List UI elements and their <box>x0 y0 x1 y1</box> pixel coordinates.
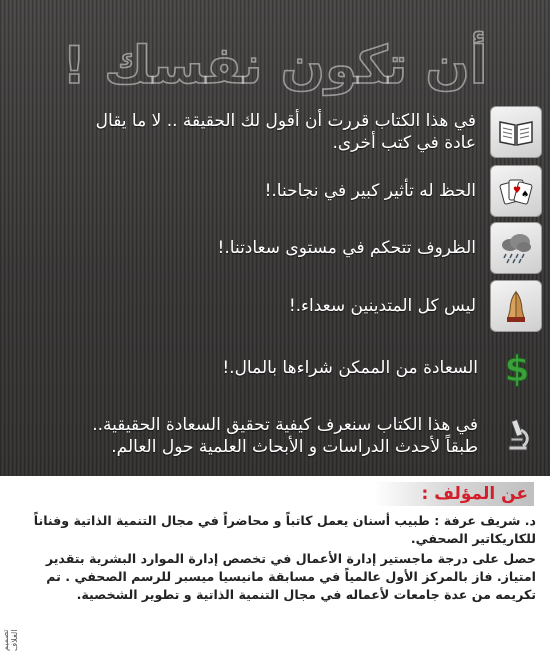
rain-cloud-icon <box>490 222 542 274</box>
svg-text:♥: ♥ <box>513 186 522 196</box>
playing-cards-icon <box>490 165 542 217</box>
microscope-icon <box>492 411 542 461</box>
book-icon <box>490 106 542 158</box>
author-heading: عن المؤلف : <box>374 482 534 506</box>
item-text: في هذا الكتاب سنعرف كيفية تحقيق السعادة الحقيقية.. طبقاً لأحدث الدراسات و الأبحاث العلمية حول العالم. <box>92 415 478 457</box>
bio-paragraph: د. شريف عرفة : طبيب أسنان يعمل كاتباً و محاضراً في مجال التنمية الذاتية وفناناً للكاريكاتير الصحفي. <box>33 513 536 546</box>
page-title: أن تكون نفسك ! <box>62 36 488 96</box>
item-text: ليس كل المتدينين سعداء.! <box>288 296 476 316</box>
list-item <box>78 408 542 464</box>
item-text: في هذا الكتاب قررت أن أقول لك الحقيقة .. لا ما يقال عادة في كتب أخرى. <box>95 111 476 153</box>
bio-paragraph: حصل على درجة ماجستير إدارة الأعمال في تخصص إدارة الموارد البشرية بتقدير امتياز. فاز بالمركز الأول عالمياً في مسابقة مانيسيا ميسبر للرسم الصحفي . تم تكريمه من عدة جامعات لأعماله في مجال التنمية الذاتية و تطوير الشخصية. <box>45 551 536 602</box>
author-bio <box>14 512 536 606</box>
list-item <box>76 104 542 160</box>
list-item <box>78 340 542 396</box>
list-item <box>76 278 542 334</box>
dollar-icon <box>492 343 542 393</box>
item-text: الظروف تتحكم في مستوى سعادتنا.! <box>217 238 476 258</box>
praying-hands-icon <box>490 280 542 332</box>
author-panel <box>0 476 550 651</box>
item-text: الحظ له تأثير كبير في نجاحنا.! <box>264 181 476 201</box>
svg-text:$: $ <box>504 349 530 388</box>
svg-text:♠: ♠ <box>521 190 530 200</box>
cover-credit: تصميم الغلاف <box>1 629 19 651</box>
list-item <box>76 163 542 219</box>
list-item <box>76 220 542 276</box>
item-text: السعادة من الممكن شراءها بالمال.! <box>222 358 478 378</box>
